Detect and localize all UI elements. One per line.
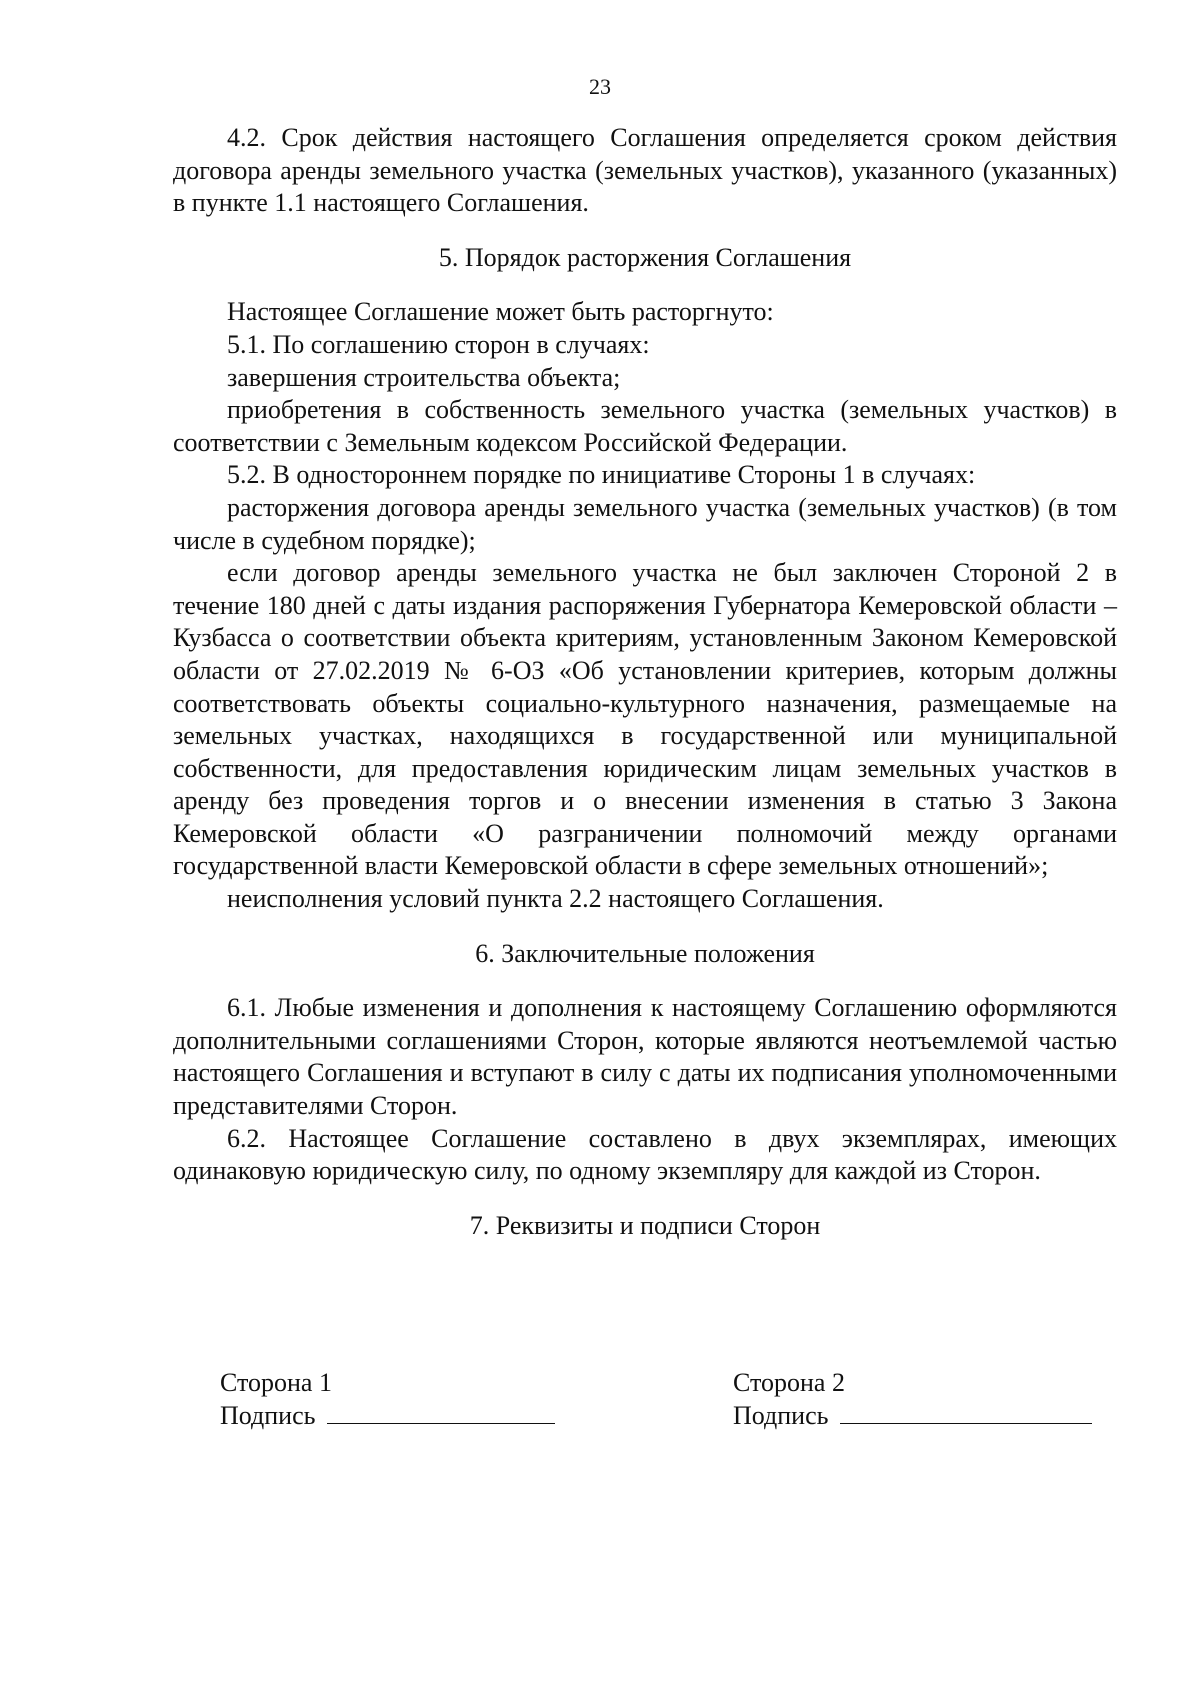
paragraph-5-1-a: завершения строительства объекта;: [227, 362, 621, 392]
paragraph-5-1: 5.1. По соглашению сторон в случаях:: [227, 329, 650, 359]
section-heading-6: 6. Заключительные положения: [475, 938, 815, 968]
paragraph-5-1-b: приобретения в собственность земельного участка (земельных участков) в соответствии с Земельным кодексом Российской Федерации.: [173, 395, 1117, 457]
document-body: [173, 122, 1117, 1242]
party-2-signature-row: [733, 1399, 1092, 1432]
paragraph-5-2: 5.2. В одностороннем порядке по инициативе Стороны 1 в случаях:: [227, 460, 976, 490]
section-heading-7: 7. Реквизиты и подписи Сторон: [469, 1210, 821, 1240]
party-2-signature-line: [840, 1401, 1092, 1424]
party-1-signature: [220, 1366, 555, 1432]
party-1-signature-label: Подпись: [220, 1401, 316, 1430]
paragraph-5-2-c: неисполнения условий пункта 2.2 настоящего Соглашения.: [227, 884, 884, 914]
party-1-signature-row: [220, 1399, 555, 1432]
paragraph-6-1: 6.1. Любые изменения и дополнения к настоящему Соглашению оформляются дополнительными соглашениями Сторон, которые являются неотъемлемой частью настоящего Соглашения и вступают в силу с даты их подписания уполномоченными представителями Сторон.: [173, 993, 1117, 1121]
page-number: 23: [589, 74, 611, 99]
party-2-signature: [733, 1366, 1092, 1432]
paragraph-4-2: 4.2. Срок действия настоящего Соглашения определяется сроком действия договора аренды земельного участка (земельных участков), указанного (указанных) в пункте 1.1 настоящего Соглашения.: [173, 123, 1117, 218]
paragraph-5-2-b: если договор аренды земельного участка не был заключен Стороной 2 в течение 180 дней с даты издания распоряжения Губернатора Кемеровской области – Кузбасса о соответствии объекта критериям, установленным Законом Кемеровской области от 27.02.2019 № 6-ОЗ «Об установлении критериев, которым должны соответствовать объекты социально-культурного назначения, размещаемые на земельных участках, находящихся в государственной или муниципальной собственности, для предоставления юридическим лицам земельных участков в аренду без проведения торгов и о внесении изменения в статью 3 Закона Кемеровской области «О разграничении полномочий между органами государственной власти Кемеровской области в сфере земельных отношений»;: [173, 558, 1117, 881]
paragraph-6-2: 6.2. Настоящее Соглашение составлено в двух экземплярах, имеющих одинаковую юридическую силу, по одному экземпляру для каждой из Сторон.: [173, 1123, 1117, 1186]
section-heading-5: 5. Порядок расторжения Соглашения: [438, 242, 852, 272]
party-1-signature-line: [327, 1401, 555, 1424]
party-2-signature-label: Подпись: [733, 1401, 829, 1430]
paragraph-5-intro: Настоящее Соглашение может быть расторгнуто:: [227, 297, 774, 327]
paragraph-5-2-a: расторжения договора аренды земельного участка (земельных участков) (в том числе в судебном порядке);: [173, 492, 1117, 555]
party-1-name: Сторона 1: [220, 1368, 332, 1397]
party-2-name: Сторона 2: [733, 1368, 845, 1397]
